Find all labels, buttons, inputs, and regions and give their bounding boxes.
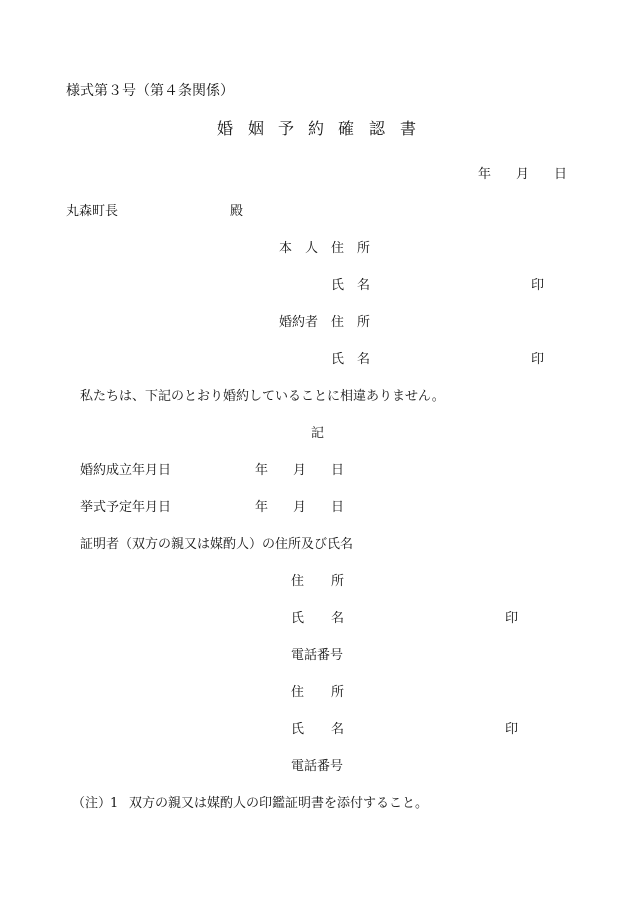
form-number: 様式第３号（第４条関係） bbox=[66, 83, 234, 99]
certifier-1-seal: 印 bbox=[505, 611, 519, 626]
principal-name-label: 氏 bbox=[331, 278, 345, 293]
fiance-name-label: 名 bbox=[357, 352, 371, 367]
certifier-2-phone-label: 電話番号 bbox=[291, 759, 344, 774]
ki-heading: 記 bbox=[311, 426, 325, 441]
principal-seal: 印 bbox=[531, 278, 545, 293]
certifier-2-address-label: 所 bbox=[331, 685, 345, 700]
note-text: 双方の親又は媒酌人の印鑑証明書を添付すること。 bbox=[129, 796, 429, 811]
date-day: 日 bbox=[554, 167, 568, 182]
statement: 私たちは、下記のとおり婚約していることに相違ありません。 bbox=[80, 389, 445, 404]
certifier-1-address-label: 所 bbox=[331, 574, 345, 589]
addressee-honorific: 殿 bbox=[230, 204, 244, 219]
certifier-2-seal: 印 bbox=[505, 722, 519, 737]
date-month: 月 bbox=[516, 167, 530, 182]
certifier-2-address-label: 住 bbox=[291, 685, 305, 700]
certifier-1-phone-label: 電話番号 bbox=[291, 648, 344, 663]
note-number: 1 bbox=[110, 796, 119, 811]
fiance-seal: 印 bbox=[531, 352, 545, 367]
ceremony-date-label: 挙式予定年月日 bbox=[80, 500, 172, 515]
ceremony-year: 年 bbox=[255, 500, 269, 515]
title-char: 書 bbox=[400, 119, 417, 138]
certifier-1-name-label: 氏 bbox=[291, 611, 305, 626]
note-prefix: （注） bbox=[72, 796, 112, 811]
fiance-label: 婚約者 bbox=[279, 315, 319, 330]
principal-address-label: 住 bbox=[331, 241, 345, 256]
fiance-address-label: 所 bbox=[357, 315, 371, 330]
engagement-month: 月 bbox=[293, 463, 307, 478]
principal-label: 人 bbox=[305, 241, 319, 256]
certifier-1-address-label: 住 bbox=[291, 574, 305, 589]
title-char: 予 bbox=[278, 119, 295, 138]
fiance-name-label: 氏 bbox=[331, 352, 345, 367]
title-char: 認 bbox=[369, 119, 386, 138]
certifier-1-name-label: 名 bbox=[331, 611, 345, 626]
engagement-day: 日 bbox=[331, 463, 345, 478]
principal-label: 本 bbox=[279, 241, 293, 256]
date-year: 年 bbox=[478, 167, 492, 182]
certifier-2-name-label: 名 bbox=[331, 722, 345, 737]
certifier-2-name-label: 氏 bbox=[291, 722, 305, 737]
ceremony-month: 月 bbox=[293, 500, 307, 515]
principal-address-label: 所 bbox=[357, 241, 371, 256]
engagement-year: 年 bbox=[255, 463, 269, 478]
fiance-address-label: 住 bbox=[331, 315, 345, 330]
addressee-name: 丸森町長 bbox=[66, 204, 119, 219]
title-char: 婚 bbox=[217, 119, 234, 138]
title-char: 確 bbox=[338, 119, 355, 138]
title-char: 姻 bbox=[248, 119, 265, 138]
principal-name-label: 名 bbox=[357, 278, 371, 293]
title-char: 約 bbox=[308, 119, 325, 138]
engagement-date-label: 婚約成立年月日 bbox=[80, 463, 172, 478]
ceremony-day: 日 bbox=[331, 500, 345, 515]
certifier-heading: 証明者（双方の親又は媒酌人）の住所及び氏名 bbox=[80, 537, 354, 552]
